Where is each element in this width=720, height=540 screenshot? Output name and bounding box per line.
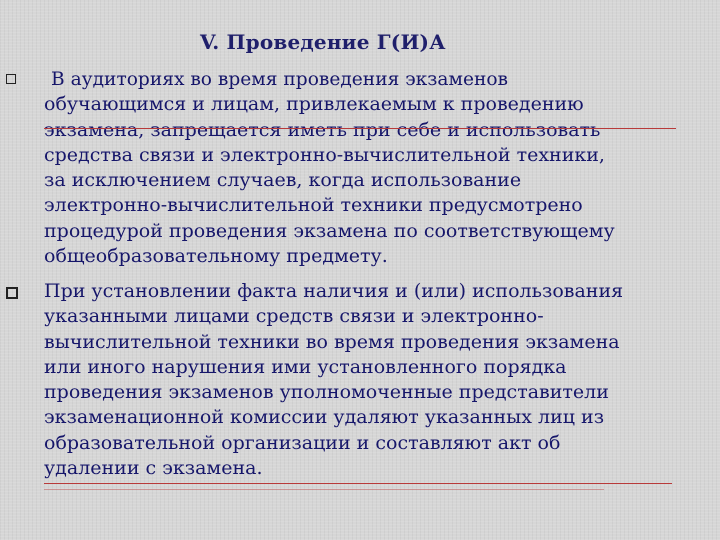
paragraph-line: электронно-вычислительной техники предусмотрено xyxy=(44,194,583,217)
bullet-paragraph-1 xyxy=(44,67,716,269)
paragraph-line: удалении с экзамена. xyxy=(44,457,263,480)
paragraph-line: экзамена, запрещается иметь при себе и использовать xyxy=(44,118,601,141)
paragraph-line: вычислительной техники во время проведения экзамена xyxy=(44,330,620,353)
paragraph-line: за исключением случаев, когда использование xyxy=(44,169,522,192)
slide-title: V. Проведение Г(И)А xyxy=(200,30,446,54)
paragraph-line: общеобразовательному предмету. xyxy=(44,245,388,268)
bullet-paragraph-2 xyxy=(44,279,716,481)
paragraph-line: проведения экзаменов уполномоченные представители xyxy=(44,381,609,404)
paragraph-line: указанными лицами средств связи и электронно- xyxy=(44,305,544,328)
paragraph-line: обучающимся и лицам, привлекаемым к проведению xyxy=(44,93,584,116)
paragraph-line: образовательной организации и составляют акт об xyxy=(44,431,561,454)
paragraph-line: В аудиториях во время проведения экзаменов xyxy=(51,69,509,90)
underline-rule-shadow xyxy=(44,489,604,490)
hollow-square-bullet-icon xyxy=(6,287,18,299)
underline-rule xyxy=(44,128,676,129)
paragraph-line: процедурой проведения экзамена по соответствующему xyxy=(44,219,615,242)
paragraph-line: экзаменационной комиссии удаляют указанных лиц из xyxy=(44,406,605,429)
paragraph-line: или иного нарушения ими установленного порядка xyxy=(44,355,567,378)
underline-rule xyxy=(44,483,672,484)
hollow-square-bullet-icon xyxy=(6,74,16,84)
paragraph-line: При установлении факта наличия и (или) использования xyxy=(44,280,624,302)
paragraph-line: средства связи и электронно-вычислительной техники, xyxy=(44,143,605,166)
